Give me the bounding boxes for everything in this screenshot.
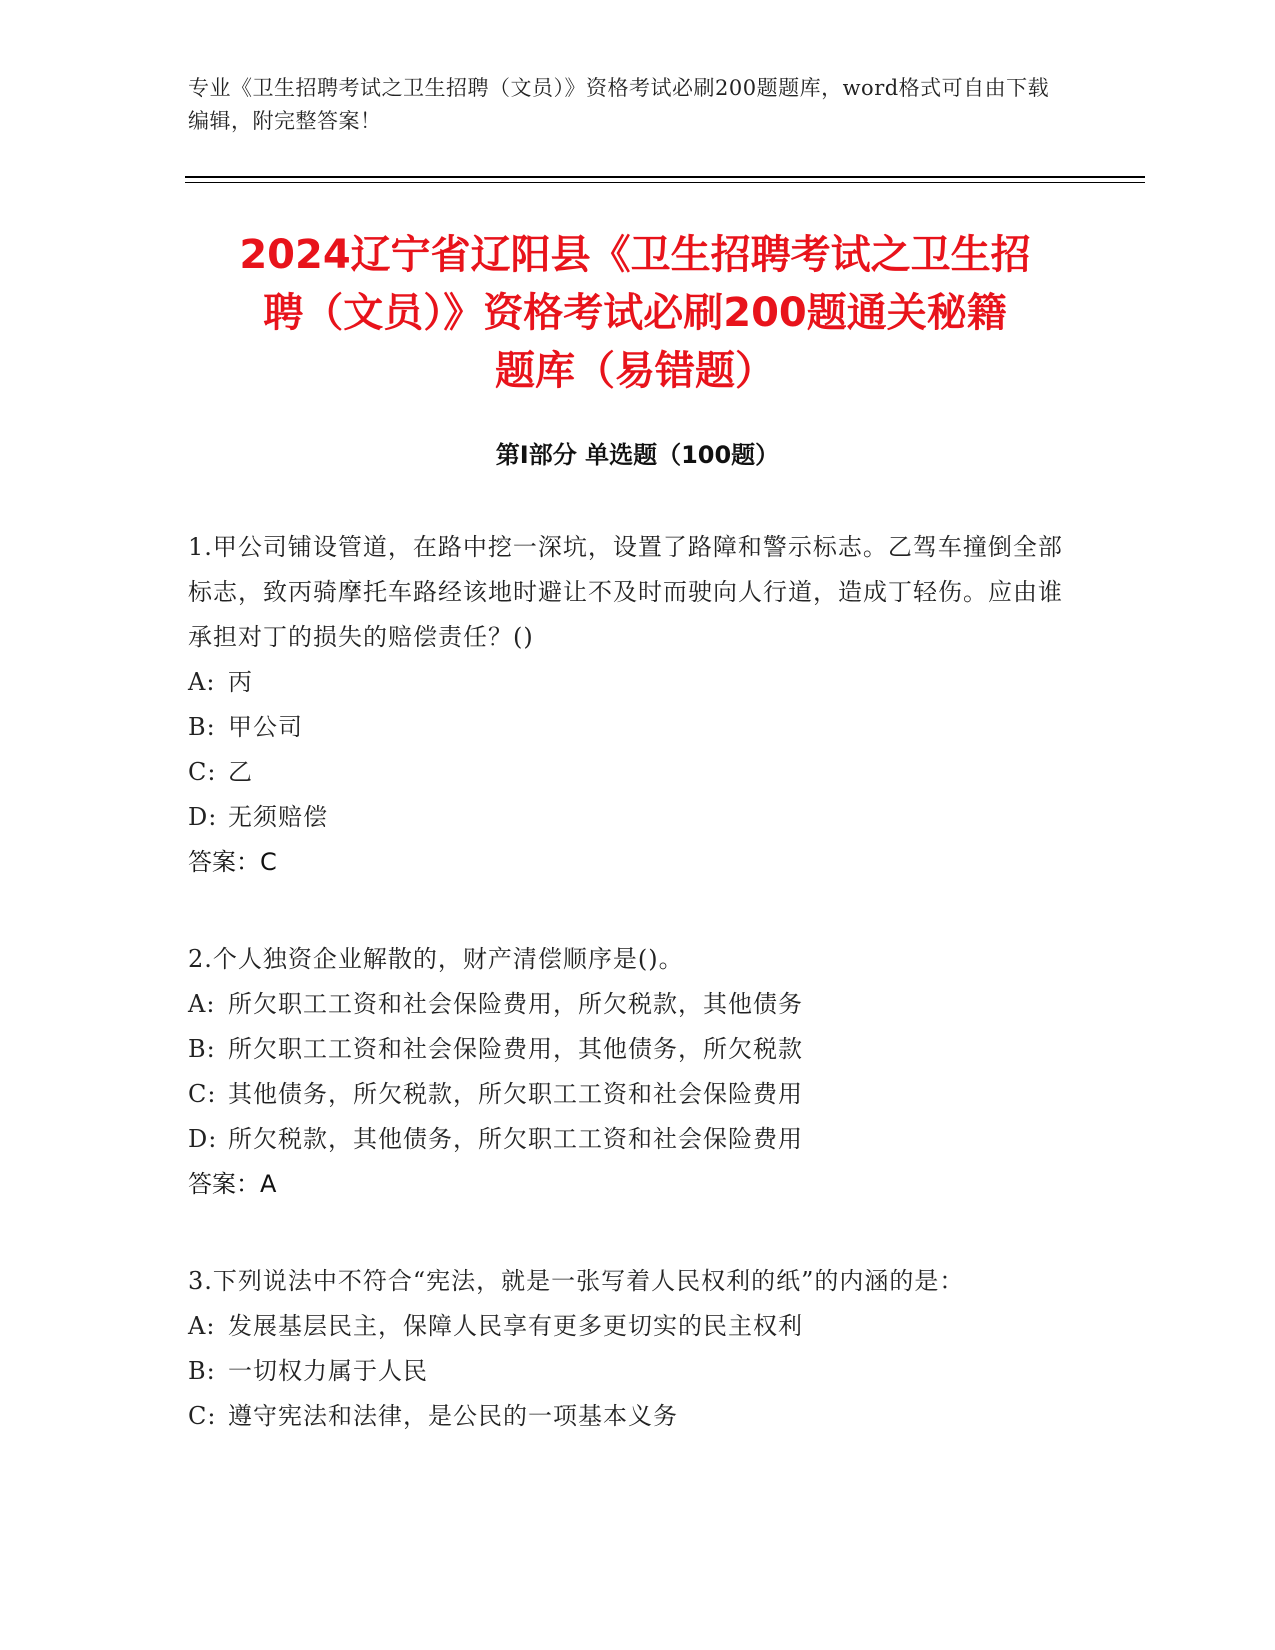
option-text: 所欠税款，其他债务，所欠职工工资和社会保险费用 [228,1125,803,1153]
option-text: 发展基层民主，保障人民享有更多更切实的民主权利 [228,1312,803,1340]
header-divider-thin [185,182,1145,183]
option-key: B: [188,1357,216,1385]
question-stem: 1.甲公司铺设管道，在路中挖一深坑，设置了路障和警示标志。乙驾车撞倒全部标志，致丙骑摩托车路经该地时避让不及时而驶向人行道，造成丁轻伤。应由谁承担对丁的损失的赔偿责任？() [188,533,1063,651]
option-b [188,1027,1068,1072]
option-key: D: [188,803,218,831]
title-line-1: 2024辽宁省辽阳县《卫生招聘考试之卫生招 [239,232,1031,278]
question-3 [188,1259,1068,1439]
option-key: C: [188,1402,217,1430]
option-key: A: [188,668,216,696]
option-text: 乙 [228,758,253,786]
option-text: 甲公司 [228,713,303,741]
option-text: 所欠职工工资和社会保险费用，其他债务，所欠税款 [228,1035,803,1063]
header-divider-thick [185,176,1145,178]
option-c [188,1394,1068,1439]
answer: 答案：C [188,848,277,876]
option-key: A: [188,1312,216,1340]
option-key: D: [188,1125,218,1153]
option-d [188,795,1068,840]
question-stem: 2.个人独资企业解散的，财产清偿顺序是()。 [188,945,684,973]
option-key: C: [188,758,217,786]
question-2 [188,937,1068,1207]
question-stem: 3.下列说法中不符合“宪法，就是一张写着人民权利的纸”的内涵的是： [188,1267,965,1295]
option-a [188,1304,1068,1349]
option-a [188,660,1068,705]
option-b [188,705,1068,750]
section-title: 第Ⅰ部分 单选题（100题） [495,441,780,469]
question-1 [188,525,1068,885]
option-a [188,982,1068,1027]
option-text: 所欠职工工资和社会保险费用，所欠税款，其他债务 [228,990,803,1018]
option-key: C: [188,1080,217,1108]
option-c [188,750,1068,795]
option-d [188,1117,1068,1162]
option-text: 丙 [228,668,253,696]
document-title [160,226,1110,400]
title-line-2: 聘（文员）》资格考试必刷200题通关秘籍 [263,290,1007,336]
option-text: 遵守宪法和法律，是公民的一项基本义务 [228,1402,678,1430]
option-b [188,1349,1068,1394]
option-key: A: [188,990,216,1018]
title-line-3: 题库（易错题） [495,348,775,394]
option-text: 无须赔偿 [228,803,328,831]
option-text: 其他债务，所欠税款，所欠职工工资和社会保险费用 [228,1080,803,1108]
header-note: 专业《卫生招聘考试之卫生招聘（文员）》资格考试必刷200题题库，word格式可自由下载编辑，附完整答案！ [188,76,1050,133]
option-key: B: [188,1035,216,1063]
option-key: B: [188,713,216,741]
option-c [188,1072,1068,1117]
answer: 答案：A [188,1170,277,1198]
option-text: 一切权力属于人民 [228,1357,428,1385]
question-list [188,525,1068,1491]
